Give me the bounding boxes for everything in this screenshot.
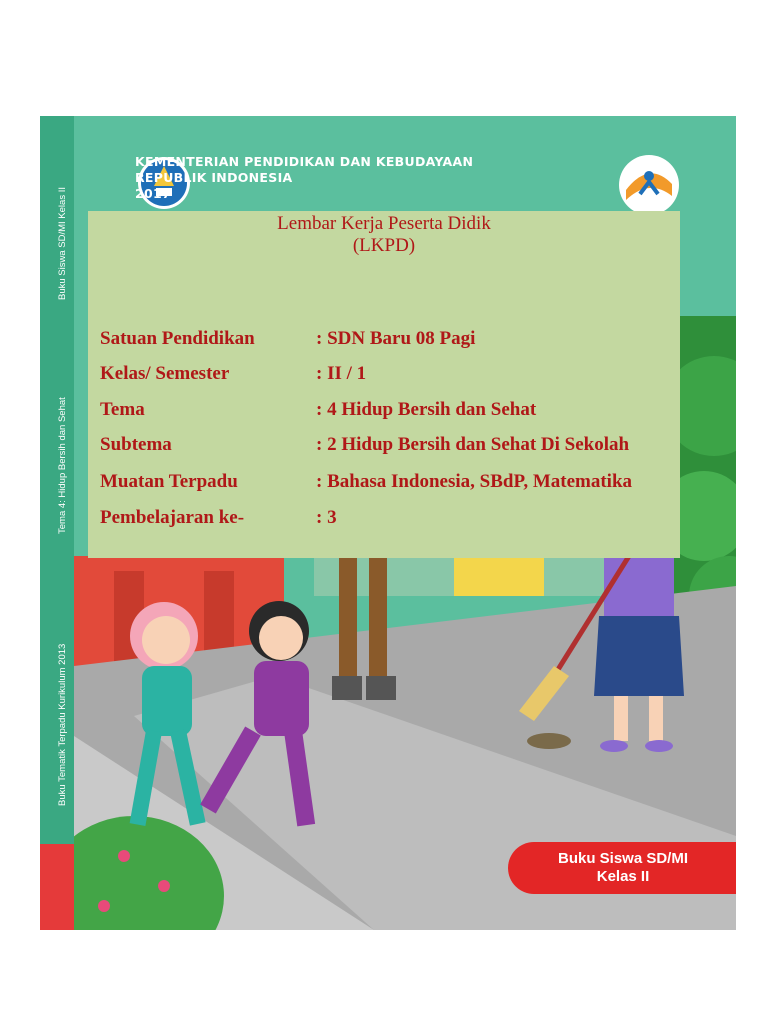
spine-title-3: Buku Tematik Terpadu Kurikulum 2013 [57, 643, 68, 806]
row-label: Subtema [100, 434, 172, 455]
row-label: Pembelajaran ke- [100, 507, 245, 528]
row-label: Kelas/ Semester [100, 363, 230, 384]
ministry-header [135, 154, 473, 202]
header-line-2: REPUBLIK INDONESIA [135, 170, 293, 185]
row-value: : 3 [316, 507, 337, 528]
row-label: Satuan Pendidikan [100, 328, 255, 349]
book-badge [508, 842, 736, 894]
kurikulum-logo [618, 154, 680, 216]
spine-title-2: Tema 4: Hidup Bersih dan Sehat [57, 397, 68, 534]
panel-subtitle: (LKPD) [352, 235, 416, 256]
row-value: : 2 Hidup Bersih dan Sehat Di Sekolah [316, 434, 630, 455]
row-value: : Bahasa Indonesia, SBdP, Matematika [316, 471, 633, 492]
row-value: : SDN Baru 08 Pagi [316, 328, 476, 349]
badge-line-1: Buku Siswa SD/MI [557, 850, 689, 867]
spine-red-band [40, 844, 74, 930]
book-cover [40, 116, 736, 930]
badge-line-2: Kelas II [596, 868, 650, 885]
header-line-1: KEMENTERIAN PENDIDIKAN DAN KEBUDAYAAN [135, 154, 474, 169]
panel-title: Lembar Kerja Peserta Didik [277, 213, 491, 234]
row-value: : 4 Hidup Bersih dan Sehat [316, 399, 537, 420]
row-label: Tema [100, 399, 145, 420]
row-label: Muatan Terpadu [100, 471, 238, 492]
lkpd-info-panel [88, 211, 680, 558]
row-value: : II / 1 [316, 363, 367, 384]
spine-title-1: Buku Siswa SD/MI Kelas II [57, 187, 68, 300]
header-year: 2017 [135, 186, 171, 201]
